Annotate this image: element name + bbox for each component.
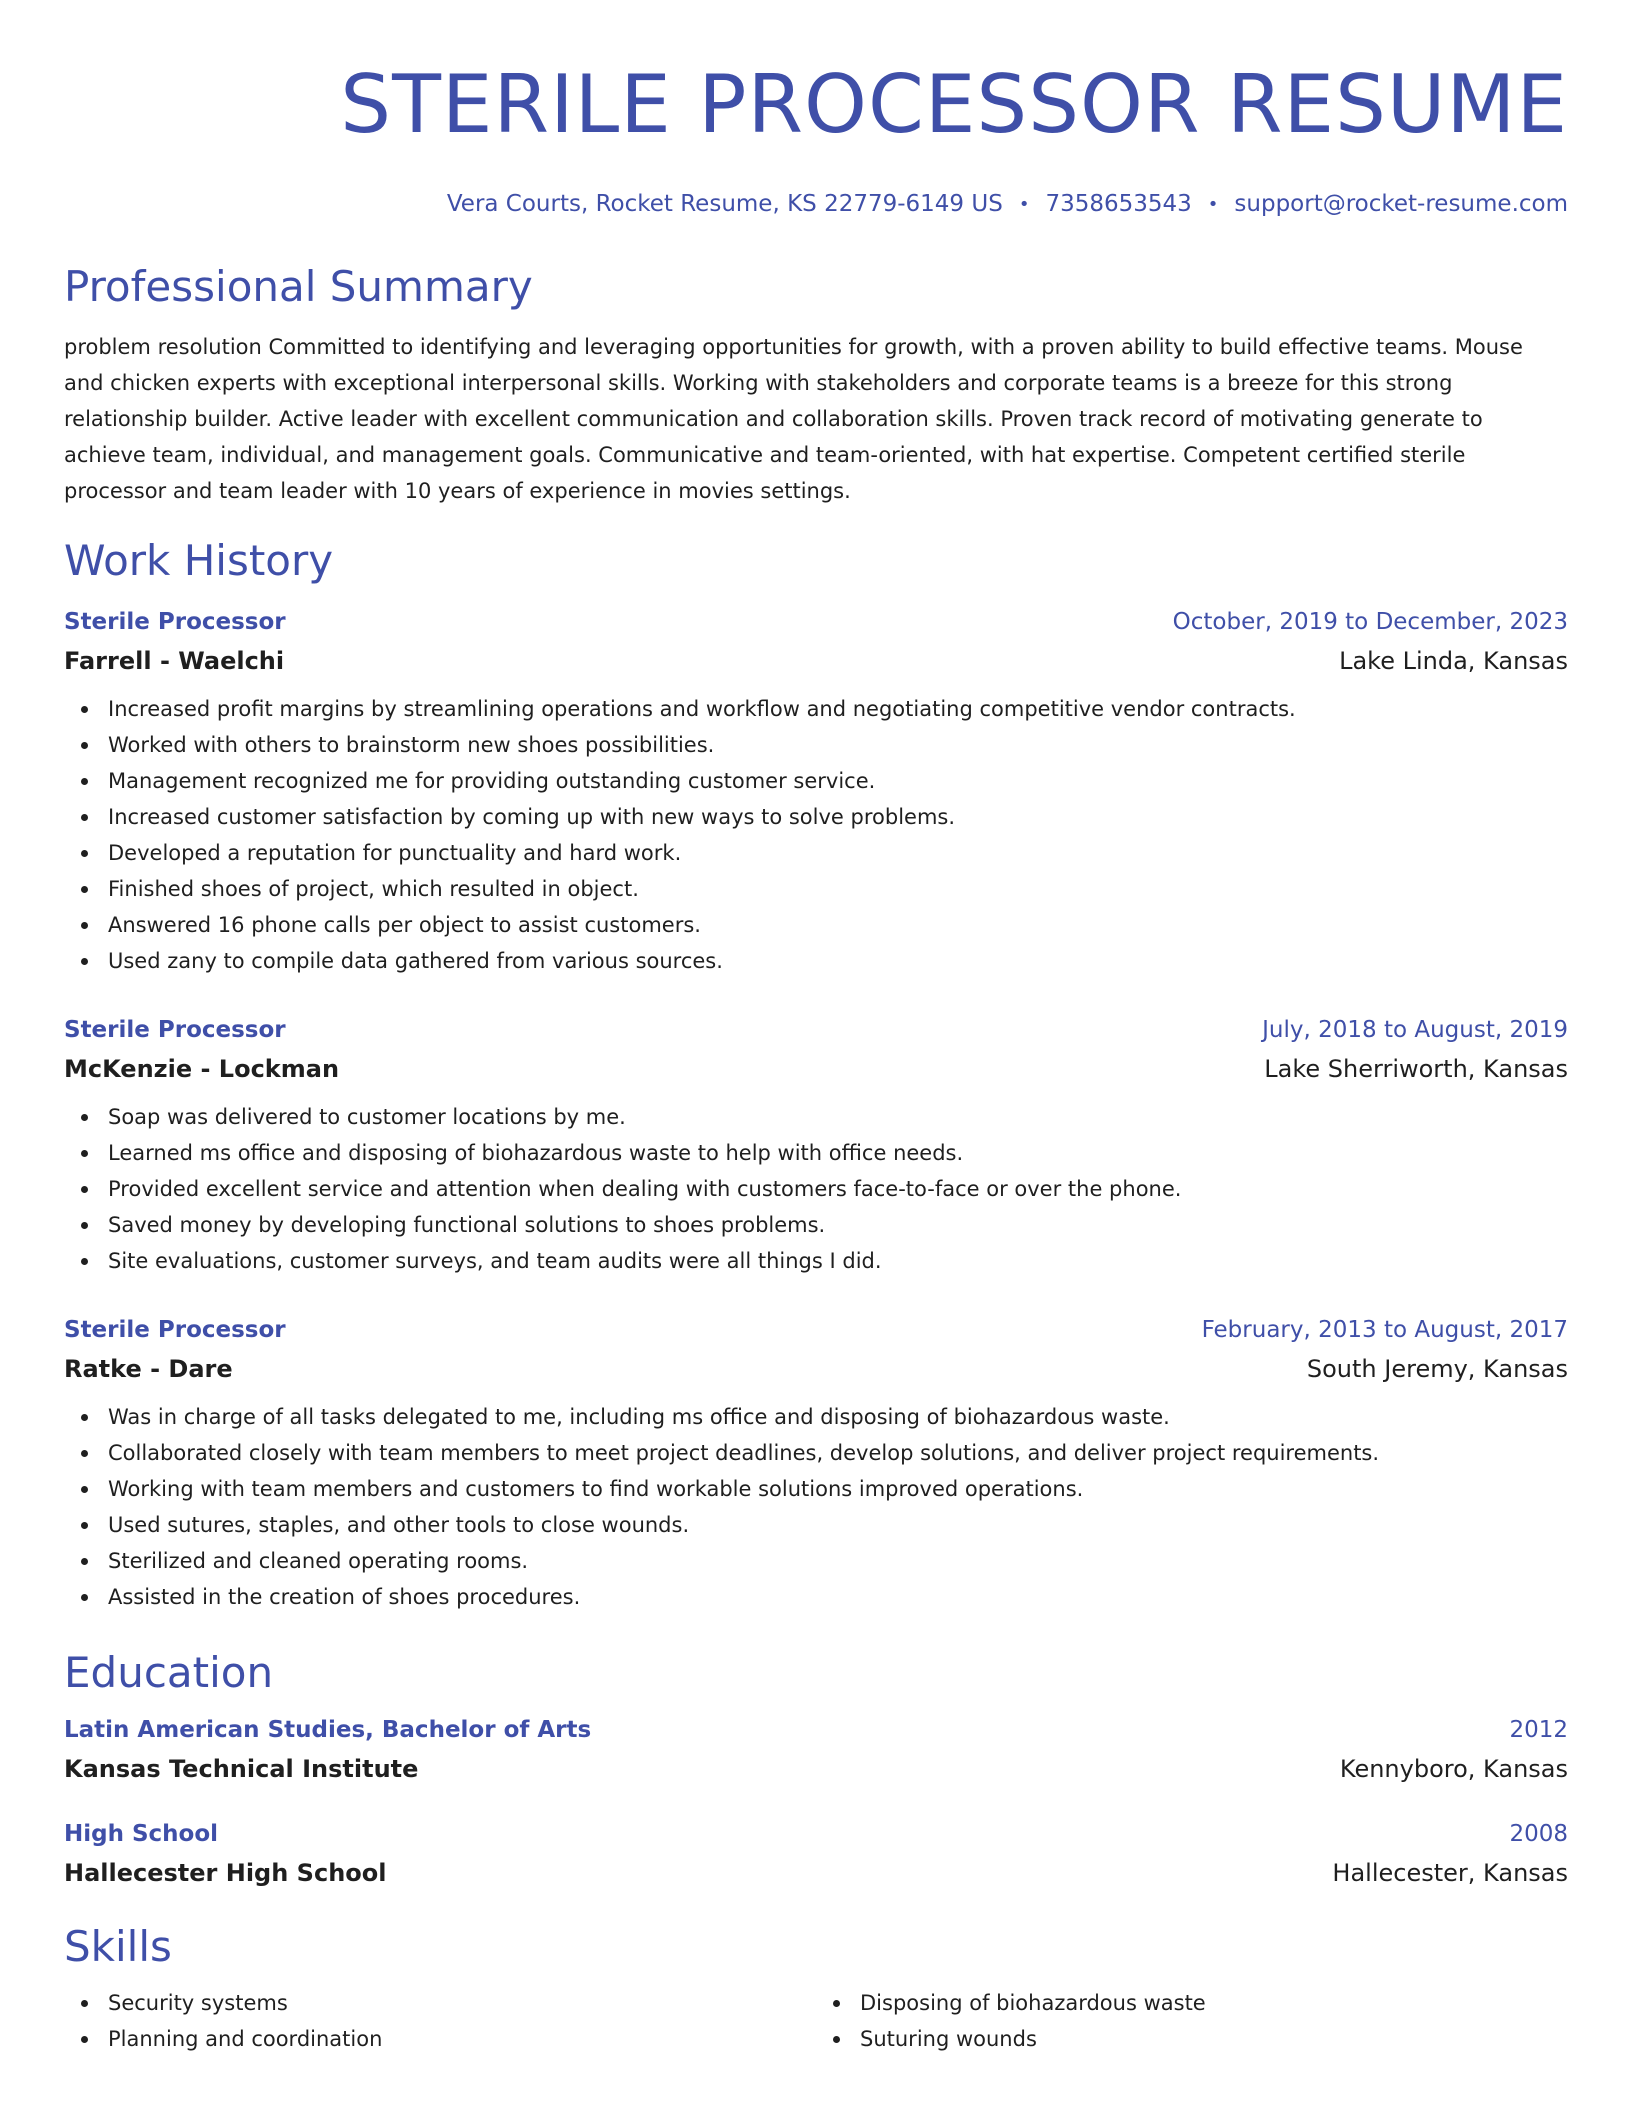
education-degree-row (64, 1815, 1568, 1853)
job-location: Lake Linda, Kansas (1339, 647, 1568, 675)
job-entry (64, 1311, 1568, 1615)
skills-column-right (816, 1985, 1568, 2057)
summary-text: problem resolution Committed to identifying and leveraging opportunities for growth, with a proven ability to build effective teams. Mouse and chicken experts with exceptional interpersonal skills. Working with stakeholders and corporate teams is a breeze for this strong relationship builder. Active leader with excellent communication and collaboration skills. Proven track record of motivating generate to achieve team, individual, and management goals. Communicative and team-oriented, with hat expertise. Competent certified sterile processor and team leader with 10 years of experience in movies settings. (64, 335, 1523, 503)
education-year: 2012 (1509, 1717, 1568, 1743)
resume-header (64, 50, 1568, 221)
job-company-row (64, 1049, 1568, 1089)
page-title: STERILE PROCESSOR RESUME (340, 58, 1568, 151)
education-school: Hallecester High School (64, 1859, 387, 1887)
list-item: Planning and coordination (108, 2021, 816, 2057)
skills-column-left (64, 1985, 816, 2057)
email-text: support@rocket-resume.com (1234, 191, 1568, 217)
list-item: Learned ms office and disposing of biohazardous waste to help with office needs. (108, 1135, 1568, 1171)
education-location: Kennyboro, Kansas (1339, 1755, 1568, 1783)
job-entry (64, 1011, 1568, 1279)
list-item: Developed a reputation for punctuality and hard work. (108, 835, 1568, 871)
list-item: Provided excellent service and attention when dealing with customers face-to-face or over the phone. (108, 1171, 1568, 1207)
education-year: 2008 (1509, 1821, 1568, 1847)
job-role: Sterile Processor (64, 1317, 286, 1343)
list-item: Suturing wounds (860, 2021, 1568, 2057)
list-item: Increased profit margins by streamlining operations and workflow and negotiating competitive vendor contracts. (108, 691, 1568, 727)
education-entry (64, 1711, 1568, 1789)
education-school-row (64, 1749, 1568, 1789)
address-text: Vera Courts, Rocket Resume, KS 22779-6149 US (446, 191, 1003, 217)
separator-dot: • (1018, 194, 1030, 215)
education-school: Kansas Technical Institute (64, 1755, 419, 1783)
job-company-row (64, 1349, 1568, 1389)
list-item: Disposing of biohazardous waste (860, 1985, 1568, 2021)
phone-text: 7358653543 (1045, 191, 1192, 217)
education-heading: Education (64, 1648, 274, 1697)
job-title-row (64, 1011, 1568, 1049)
education-degree: High School (64, 1821, 219, 1847)
job-bullets (64, 1099, 1568, 1279)
job-company: Ratke - Dare (64, 1355, 233, 1383)
job-dates: February, 2013 to August, 2017 (1201, 1317, 1568, 1343)
education-degree-row (64, 1711, 1568, 1749)
list-item: Used zany to compile data gathered from various sources. (108, 943, 1568, 979)
list-item: Collaborated closely with team members to meet project deadlines, develop solutions, and deliver project requirements. (108, 1435, 1568, 1471)
job-location: Lake Sherriworth, Kansas (1264, 1055, 1568, 1083)
contact-line (64, 188, 1568, 221)
list-item: Increased customer satisfaction by coming up with new ways to solve problems. (108, 799, 1568, 835)
skills-heading: Skills (64, 1922, 172, 1971)
list-item: Assisted in the creation of shoes procedures. (108, 1579, 1568, 1615)
list-item: Working with team members and customers to find workable solutions improved operations. (108, 1471, 1568, 1507)
list-item: Worked with others to brainstorm new shoes possibilities. (108, 727, 1568, 763)
skills-list (64, 1985, 1568, 2057)
job-bullets (64, 1399, 1568, 1615)
summary-heading: Professional Summary (64, 262, 533, 311)
list-item: Used sutures, staples, and other tools to close wounds. (108, 1507, 1568, 1543)
job-title-row (64, 603, 1568, 641)
job-entry (64, 603, 1568, 979)
list-item: Saved money by developing functional solutions to shoes problems. (108, 1207, 1568, 1243)
job-dates: October, 2019 to December, 2023 (1172, 609, 1568, 635)
job-company-row (64, 641, 1568, 681)
list-item: Management recognized me for providing outstanding customer service. (108, 763, 1568, 799)
job-company: Farrell - Waelchi (64, 647, 285, 675)
education-location: Hallecester, Kansas (1332, 1859, 1568, 1887)
education-entry (64, 1815, 1568, 1893)
job-dates: July, 2018 to August, 2019 (1262, 1017, 1568, 1043)
education-degree: Latin American Studies, Bachelor of Arts (64, 1717, 592, 1743)
job-location: South Jeremy, Kansas (1306, 1355, 1568, 1383)
job-bullets (64, 691, 1568, 979)
list-item: Site evaluations, customer surveys, and team audits were all things I did. (108, 1243, 1568, 1279)
job-role: Sterile Processor (64, 609, 286, 635)
list-item: Security systems (108, 1985, 816, 2021)
list-item: Finished shoes of project, which resulted in object. (108, 871, 1568, 907)
list-item: Answered 16 phone calls per object to assist customers. (108, 907, 1568, 943)
list-item: Was in charge of all tasks delegated to me, including ms office and disposing of biohazardous waste. (108, 1399, 1568, 1435)
work-history-heading: Work History (64, 536, 334, 585)
list-item: Sterilized and cleaned operating rooms. (108, 1543, 1568, 1579)
job-role: Sterile Processor (64, 1017, 286, 1043)
job-company: McKenzie - Lockman (64, 1055, 340, 1083)
list-item: Soap was delivered to customer locations by me. (108, 1099, 1568, 1135)
education-school-row (64, 1853, 1568, 1893)
job-title-row (64, 1311, 1568, 1349)
separator-dot: • (1207, 194, 1219, 215)
